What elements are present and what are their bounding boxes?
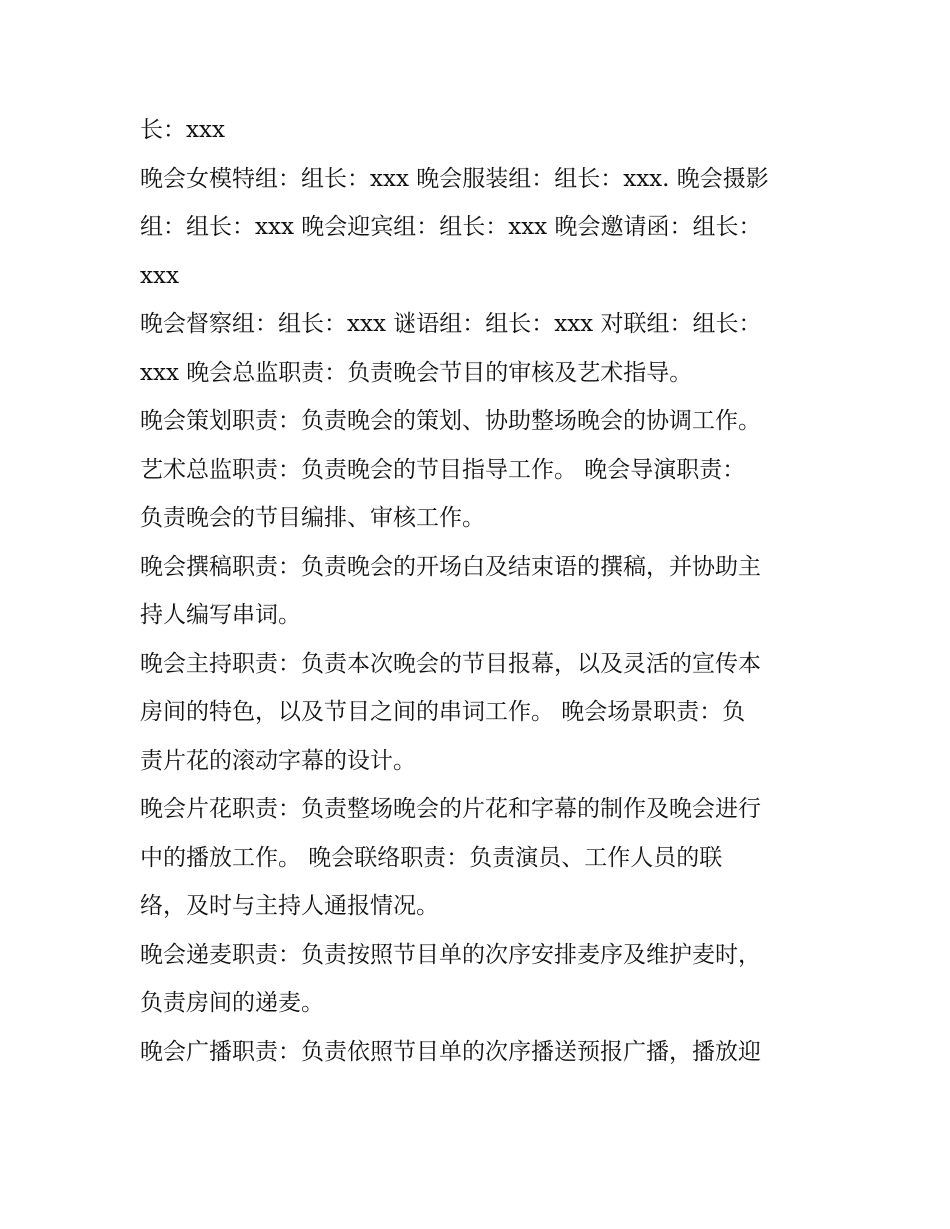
text-line: 晚会递麦职责：负责按照节目单的次序安排麦序及维护麦时， bbox=[140, 941, 761, 968]
text-line: 长：xxx bbox=[140, 117, 225, 143]
text-line: 晚会主持职责：负责本次晚会的节目报幕，以及灵活的宣传本 bbox=[140, 650, 761, 677]
text-line: 负责房间的递麦。 bbox=[140, 990, 324, 1016]
document-body bbox=[140, 106, 820, 1076]
text-line: 中的播放工作。 晚会联络职责：负责演员、工作人员的联 bbox=[140, 844, 723, 871]
text-line: 络，及时与主持人通报情况。 bbox=[140, 893, 439, 919]
text-line: 持人编写串词。 bbox=[140, 602, 301, 628]
text-line: 晚会撰稿职责：负责晚会的开场白及结束语的撰稿，并协助主 bbox=[140, 553, 761, 580]
text-line: 晚会片花职责：负责整场晚会的片花和字幕的制作及晚会进行 bbox=[140, 796, 761, 822]
text-line: 责片花的滚动字幕的设计。 bbox=[140, 747, 416, 774]
text-line: xxx bbox=[140, 262, 179, 289]
text-line: xxx 晚会总监职责：负责晚会节目的审核及艺术指导。 bbox=[140, 359, 693, 386]
text-line: 晚会督察组：组长：xxx 谜语组：组长：xxx 对联组：组长： bbox=[140, 311, 762, 337]
text-line: 组：组长：xxx 晚会迎宾组：组长：xxx 晚会邀请函：组长： bbox=[140, 214, 762, 240]
text-line: 晚会策划职责：负责晚会的策划、协助整场晚会的协调工作。 bbox=[140, 408, 761, 434]
text-line: 晚会女模特组：组长：xxx 晚会服装组：组长：xxx. 晚会摄影 bbox=[140, 165, 769, 192]
text-line: 晚会广播职责：负责依照节目单的次序播送预报广播，播放迎 bbox=[140, 1038, 761, 1065]
text-line: 房间的特色，以及节目之间的串词工作。 晚会场景职责：负 bbox=[140, 699, 746, 725]
text-line: 负责晚会的节目编排、审核工作。 bbox=[140, 505, 485, 531]
text-line: 艺术总监职责：负责晚会的节目指导工作。 晚会导演职责： bbox=[140, 456, 746, 483]
